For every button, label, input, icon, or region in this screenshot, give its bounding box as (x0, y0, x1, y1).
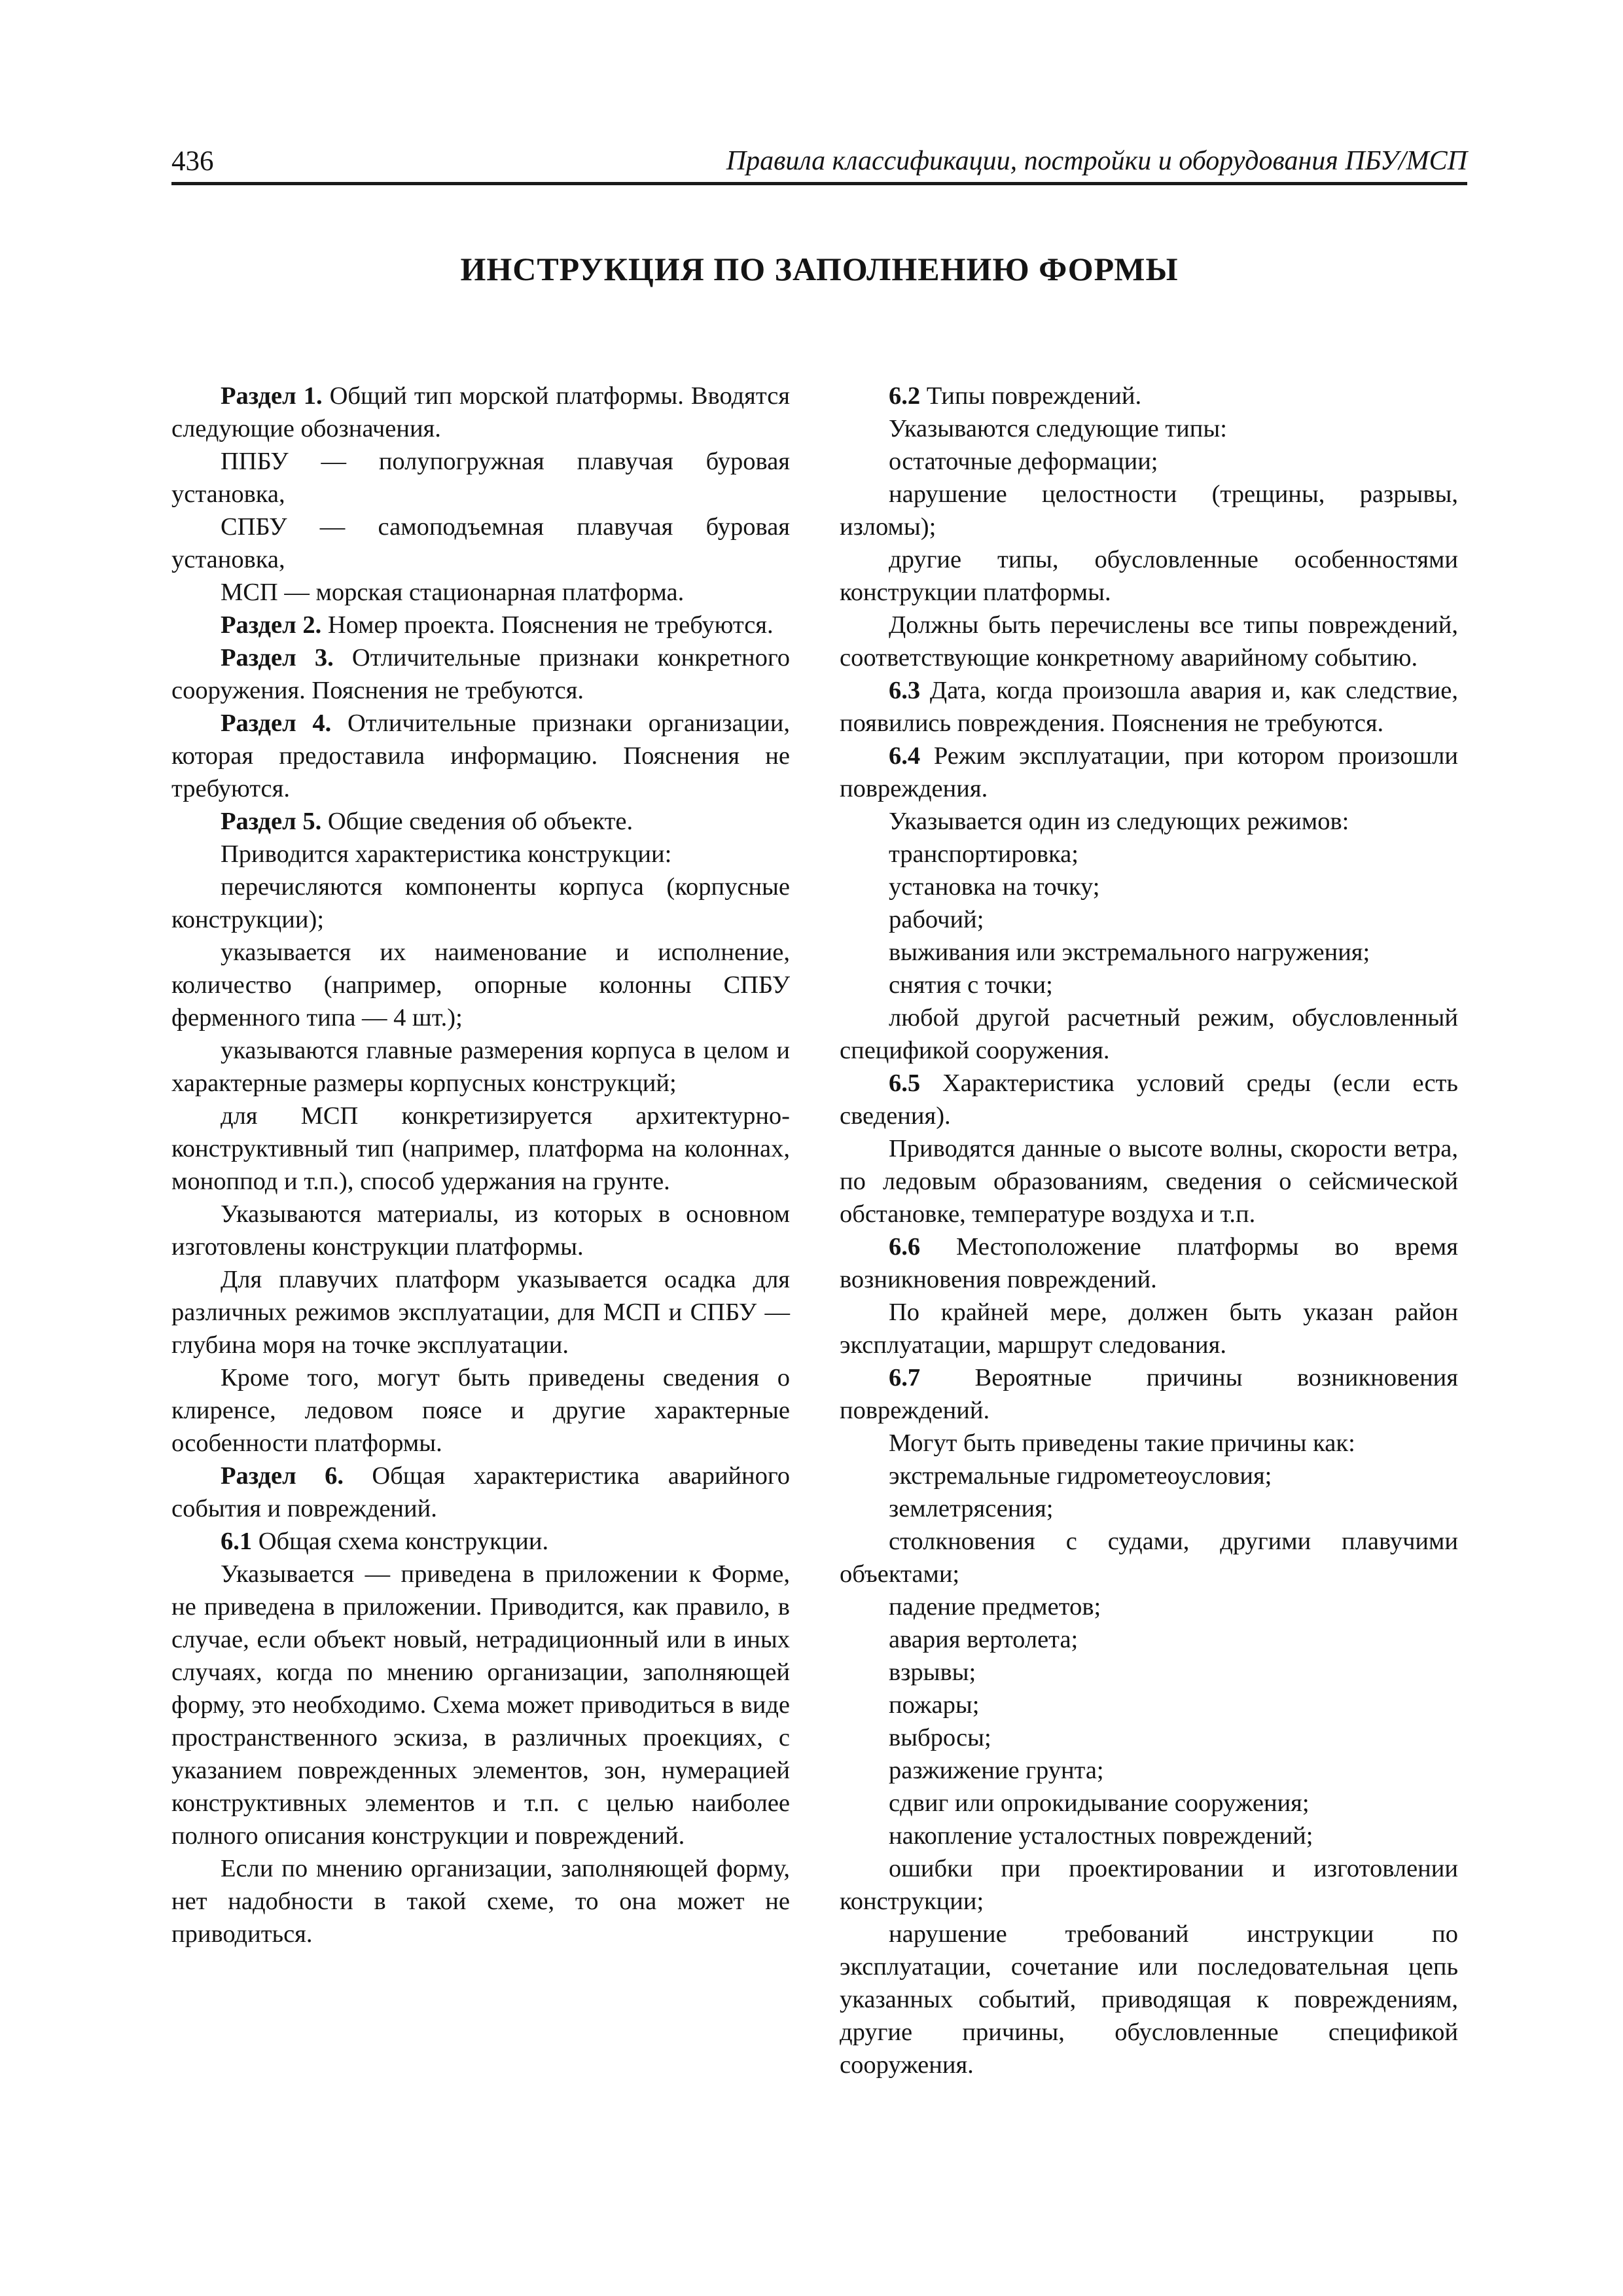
paragraph (840, 1689, 1458, 1721)
paragraph-text: взрывы; (889, 1659, 976, 1686)
paragraph (840, 674, 1458, 740)
section-number: Раздел 6. (221, 1462, 344, 1490)
paragraph-text: Отличительные признаки организации, которая предоставила информацию. Пояснения не требуются. (171, 709, 790, 802)
paragraph (840, 1721, 1458, 1754)
paragraph (171, 936, 790, 1034)
paragraph-text: экстремальные гидрометеоусловия; (889, 1462, 1272, 1490)
paragraph (171, 1852, 790, 1950)
paragraph-text: для МСП конкретизируется архитектурно-конструктивный тип (например, платформа на колоннах, моноппод и т.п.), способ удержания на грунте. (171, 1102, 790, 1195)
paragraph-text: нарушение целостности (трещины, разрывы, изломы); (840, 480, 1458, 541)
paragraph (840, 543, 1458, 609)
paragraph (840, 1067, 1458, 1132)
paragraph (840, 1296, 1458, 1361)
paragraph (840, 412, 1458, 445)
paragraph (171, 1525, 790, 1558)
paragraph-text: Типы повреждений. (920, 382, 1142, 410)
section-number: 6.1 (221, 1528, 253, 1555)
paragraph (171, 707, 790, 805)
section-number: 6.5 (889, 1069, 921, 1097)
paragraph (171, 511, 790, 576)
section-number: 6.3 (889, 677, 921, 704)
paragraph-text: сдвиг или опрокидывание сооружения; (889, 1789, 1310, 1817)
paragraph (840, 1918, 1458, 2081)
paragraph-text: Общие сведения об объекте. (321, 808, 633, 835)
paragraph (840, 1623, 1458, 1656)
paragraph-text: ППБУ — полупогружная плавучая буровая установка, (171, 448, 790, 508)
paragraph (171, 609, 790, 641)
paragraph-text: рабочий; (889, 906, 984, 933)
paragraph (840, 969, 1458, 1001)
paragraph (171, 870, 790, 936)
paragraph-text: землетрясения; (889, 1495, 1054, 1522)
paragraph-text: разжижение грунта; (889, 1757, 1104, 1784)
paragraph (840, 838, 1458, 870)
paragraph-text: Должны быть перечислены все типы повреждений, соответствующие конкретному аварийному событию. (840, 611, 1458, 672)
paragraph (840, 1787, 1458, 1820)
paragraph-text: установка на точку; (889, 873, 1100, 901)
document-title: ИНСТРУКЦИЯ ПО ЗАПОЛНЕНИЮ ФОРМЫ (460, 251, 1179, 287)
paragraph-text: СПБУ — самоподъемная плавучая буровая установка, (171, 513, 790, 573)
paragraph-text: снятия с точки; (889, 971, 1053, 999)
paragraph-text: указывается их наименование и исполнение, количество (например, опорные колонны СПБУ ферменного типа — 4 шт.); (171, 939, 790, 1031)
paragraph-text: Общий тип морской платформы. Вводятся следующие обозначения. (171, 382, 790, 442)
paragraph-text: МСП — морская стационарная платформа. (221, 579, 685, 606)
page-header (171, 137, 1467, 185)
paragraph-text: пожары; (889, 1691, 980, 1719)
paragraph-text: Вероятные причины возникновения повреждений. (840, 1364, 1458, 1424)
paragraph (840, 1820, 1458, 1852)
paragraph (840, 380, 1458, 412)
page-number: 436 (171, 146, 214, 177)
paragraph-text: Местоположение платформы во время возникновения повреждений. (840, 1233, 1458, 1293)
section-number: Раздел 4. (221, 709, 332, 737)
paragraph-text: выбросы; (889, 1724, 991, 1751)
paragraph-text: По крайней мере, должен быть указан район эксплуатации, маршрут следования. (840, 1299, 1458, 1359)
paragraph (840, 1492, 1458, 1525)
paragraph (840, 1590, 1458, 1623)
paragraph-text: Дата, когда произошла авария и, как следствие, появились повреждения. Пояснения не требуются. (840, 677, 1458, 737)
paragraph-text: падение предметов; (889, 1593, 1101, 1621)
paragraph-text: Общая характеристика аварийного события и повреждений. (171, 1462, 790, 1522)
paragraph (171, 805, 790, 838)
paragraph-text: Приводятся данные о высоте волны, скорости ветра, по ледовым образованиям, сведения о сейсмической обстановке, температуре воздуха и т.п. (840, 1135, 1458, 1228)
paragraph-text: авария вертолета; (889, 1626, 1079, 1653)
paragraph-text: Общая схема конструкции. (252, 1528, 549, 1555)
paragraph (171, 641, 790, 707)
paragraph (840, 1852, 1458, 1918)
paragraph (840, 445, 1458, 478)
paragraph (840, 1460, 1458, 1492)
paragraph (840, 936, 1458, 969)
section-number: 6.2 (889, 382, 921, 410)
paragraph-text: ошибки при проектировании и изготовлении конструкции; (840, 1855, 1458, 1915)
section-number: Раздел 3. (221, 644, 334, 672)
paragraph-text: Кроме того, могут быть приведены сведения о клиренсе, ледовом поясе и другие характерные особенности платформы. (171, 1364, 790, 1457)
paragraph (840, 1361, 1458, 1427)
paragraph (840, 1427, 1458, 1460)
paragraph-text: столкновения с судами, другими плавучими объектами; (840, 1528, 1458, 1588)
paragraph-text: Указываются материалы, из которых в основном изготовлены конструкции платформы. (171, 1200, 790, 1261)
paragraph (171, 380, 790, 445)
paragraph (171, 1263, 790, 1361)
paragraph (840, 609, 1458, 674)
paragraph-text: Указывается один из следующих режимов: (889, 808, 1349, 835)
paragraph-text: Могут быть приведены такие причины как: (889, 1429, 1355, 1457)
paragraph-text: указываются главные размерения корпуса в целом и характерные размеры корпусных конструкций; (171, 1037, 790, 1097)
paragraph (171, 1361, 790, 1460)
paragraph (840, 1132, 1458, 1230)
paragraph (171, 838, 790, 870)
paragraph (840, 740, 1458, 805)
paragraph-text: остаточные деформации; (889, 448, 1158, 475)
paragraph-text: Характеристика условий среды (если есть сведения). (840, 1069, 1458, 1130)
paragraph (840, 1754, 1458, 1787)
paragraph-text: Указываются следующие типы: (889, 415, 1227, 442)
section-number: 6.6 (889, 1233, 921, 1261)
running-title: Правила классификации, постройки и оборудования ПБУ/МСП (726, 146, 1467, 176)
paragraph-text: Режим эксплуатации, при котором произошли повреждения. (840, 742, 1458, 802)
paragraph (840, 478, 1458, 543)
paragraph (840, 1525, 1458, 1590)
paragraph (840, 903, 1458, 936)
paragraph-text: другие типы, обусловленные особенностями конструкции платформы. (840, 546, 1458, 606)
right-column (840, 380, 1458, 2081)
paragraph (171, 1034, 790, 1100)
paragraph (171, 576, 790, 609)
paragraph-text: выживания или экстремального нагружения; (889, 939, 1370, 966)
paragraph (171, 1558, 790, 1852)
paragraph (171, 1460, 790, 1525)
section-number: 6.7 (889, 1364, 921, 1391)
paragraph (840, 1001, 1458, 1067)
paragraph (840, 805, 1458, 838)
paragraph-text: Если по мнению организации, заполняющей форму, нет надобности в такой схеме, то она может не приводиться. (171, 1855, 790, 1948)
paragraph (840, 870, 1458, 903)
paragraph (171, 445, 790, 511)
paragraph-text: транспортировка; (889, 840, 1079, 868)
paragraph (840, 1656, 1458, 1689)
paragraph-text: перечисляются компоненты корпуса (корпусные конструкции); (171, 873, 790, 933)
paragraph-text: Указывается — приведена в приложении к Форме, не приведена в приложении. Приводится, как правило, в случае, если объект новый, нетрадиционный или в иных случаях, когда по мнению организации, заполняющей форму, это необходимо. Схема может приводиться в виде пространственного эскиза, в различных проекциях, с указанием поврежденных элементов, зон, нумерацией конструктивных элементов и т.п. с целью наиболее полного описания конструкции и повреждений. (171, 1560, 790, 1850)
paragraph (171, 1198, 790, 1263)
section-number: Раздел 2. (221, 611, 322, 639)
section-number: 6.4 (889, 742, 921, 770)
paragraph-text: любой другой расчетный режим, обусловленный спецификой сооружения. (840, 1004, 1458, 1064)
paragraph (840, 1230, 1458, 1296)
section-number: Раздел 1. (221, 382, 323, 410)
paragraph-text: Приводится характеристика конструкции: (221, 840, 672, 868)
section-number: Раздел 5. (221, 808, 322, 835)
paragraph (171, 1100, 790, 1198)
left-column (171, 380, 790, 1950)
paragraph-text: Для плавучих платформ указывается осадка для различных режимов эксплуатации, для МСП и СПБУ — глубина моря на точке эксплуатации. (171, 1266, 790, 1359)
paragraph-text: накопление усталостных повреждений; (889, 1822, 1313, 1850)
paragraph-text: нарушение требований инструкции по эксплуатации, сочетание или последовательная цепь указанных событий, приводящая к повреждениям, другие причины, обусловленные спецификой сооружения. (840, 1920, 1458, 2079)
paragraph-text: Отличительные признаки конкретного сооружения. Пояснения не требуются. (171, 644, 790, 704)
paragraph-text: Номер проекта. Пояснения не требуются. (321, 611, 774, 639)
